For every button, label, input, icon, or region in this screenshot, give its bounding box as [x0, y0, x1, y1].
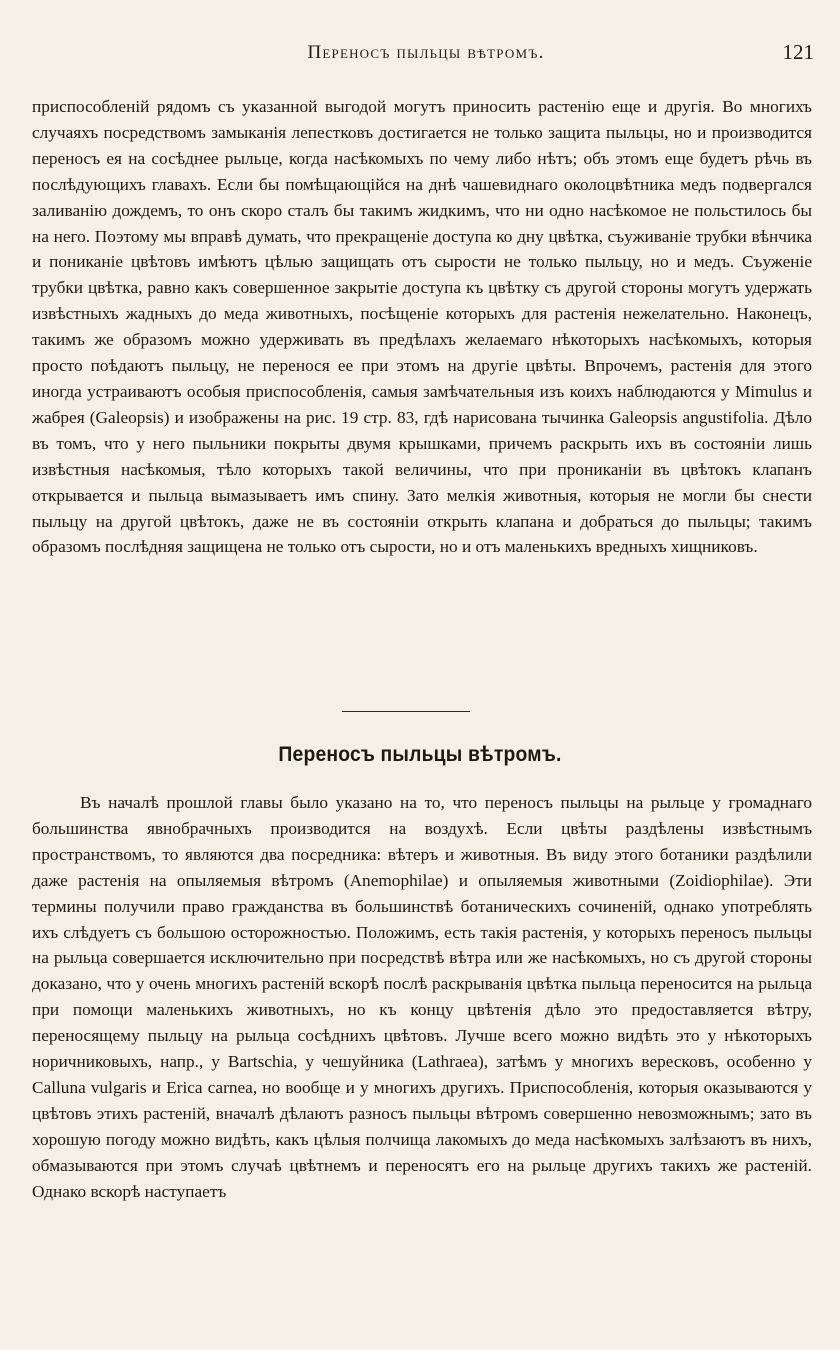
section-divider: [342, 711, 470, 712]
body-text-top: [32, 94, 812, 560]
page-number: 121: [782, 40, 814, 64]
paragraph-1: приспособленій рядомъ съ указанной выгодой могутъ приносить растенію еще и другія. Во многихъ случаяхъ посредствомъ замыканія лепестковъ достигается не только защита пыльцы, но и производится переносъ ея на сосѣднее рыльце, когда насѣкомыхъ по чему либо нѣтъ; объ этомъ еще будетъ рѣчь въ послѣдующихъ главахъ. Если бы помѣщающійся на днѣ чашевиднаго околоцвѣтника медъ подвергался заливанію дождемъ, то онъ скоро сталъ бы такимъ жидкимъ, что ни одно насѣкомое не польстилось бы на него. Поэтому мы вправѣ думать, что прекращеніе доступа ко дну цвѣтка, съуживаніе трубки вѣнчика и пониканіе цвѣтовъ имѣютъ цѣлью защищать отъ сырости не только пыльцу, но и медъ. Съуженіе трубки цвѣтка, равно какъ совершенное закрытіе доступа къ цвѣтку съ другой стороны могутъ удержать извѣстныхъ жадныхъ до меда животныхъ, посѣщеніе которыхъ для растенія нежелательно. Наконецъ, такимъ же образомъ можно удерживать въ предѣлахъ желаемаго нѣкоторыхъ насѣкомыхъ, которыя просто поѣдаютъ пыльцу, не перенося ее при этомъ на другіе цвѣты. Впрочемъ, растенія для этого иногда устраиваютъ особыя приспособленія, самыя замѣчательныя изъ коихъ наблюдаются у Mimulus и жабрея (Galeopsis) и изображены на рис. 19 стр. 83, гдѣ нарисована тычинка Galeopsis angustifolia. Дѣло въ томъ, что у него пыльники покрыты двумя крышками, причемъ раскрыть ихъ въ состояніи лишь извѣстныя насѣкомыя, тѣло которыхъ такой величины, что при прониканіи въ цвѣтокъ клапанъ открывается и пыльца вымазываетъ имъ спину. Зато мелкія животныя, которыя не могли бы снести пыльцу на другой цвѣтокъ, даже не въ состояніи открыть клапана и добраться до пыльцы; такимъ образомъ послѣдняя защищена не только отъ сырости, но и отъ маленькихъ вредныхъ хищниковъ.: [32, 97, 812, 557]
section-heading: Переносъ пыльцы вѣтромъ.: [278, 742, 562, 766]
running-head: [34, 42, 818, 66]
running-title: Переносъ пыльцы вѣтромъ.: [307, 42, 545, 63]
body-text-bottom: [32, 790, 812, 1205]
paragraph-2: Въ началѣ прошлой главы было указано на то, что переносъ пыльцы на рыльце у громаднаго большинства явнобрачныхъ производится на воздухѣ. Если цвѣты раздѣлены извѣстнымъ пространствомъ, то являются два посредника: вѣтеръ и животныя. Въ виду этого ботаники раздѣлили даже растенія на опыляемыя вѣтромъ (Anemophilae) и опыляемыя животными (Zoidiophilae). Эти термины получили право гражданства въ большинствѣ ботаническихъ сочиненій, однако употреблять ихъ слѣдуетъ съ большою осторожностью. Положимъ, есть такія растенія, у которыхъ переносъ пыльцы на рыльца совершается исключительно при посредствѣ вѣтра или же насѣкомыхъ, но съ другой стороны доказано, что у очень многихъ растеній вскорѣ послѣ раскрыванія цвѣтка пыльца переносится на рыльца при помощи маленькихъ животныхъ, но къ концу цвѣтенія дѣло это предоставляется вѣтру, переносящему пыльцу на рыльца сосѣднихъ цвѣтовъ. Лучше всего можно видѣть это у нѣкоторыхъ норичниковыхъ, напр., у Bartschia, у чешуйника (Lathraea), затѣмъ у многихъ вересковъ, особенно у Calluna vulgaris и Erica carnea, но вообще и у многихъ другихъ. Приспособленія, которыя оказываются у цвѣтовъ этихъ растеній, вначалѣ дѣлаютъ разносъ пыльцы вѣтромъ совершенно невозможнымъ; зато въ хорошую погоду можно видѣть, какъ цѣлыя полчища лакомыхъ до меда насѣкомыхъ залѣзаютъ въ нихъ, обмазываются при этомъ случаѣ цвѣтнемъ и переносятъ его на рыльце другихъ такихъ же растеній. Однако вскорѣ наступаетъ: [32, 793, 812, 1201]
